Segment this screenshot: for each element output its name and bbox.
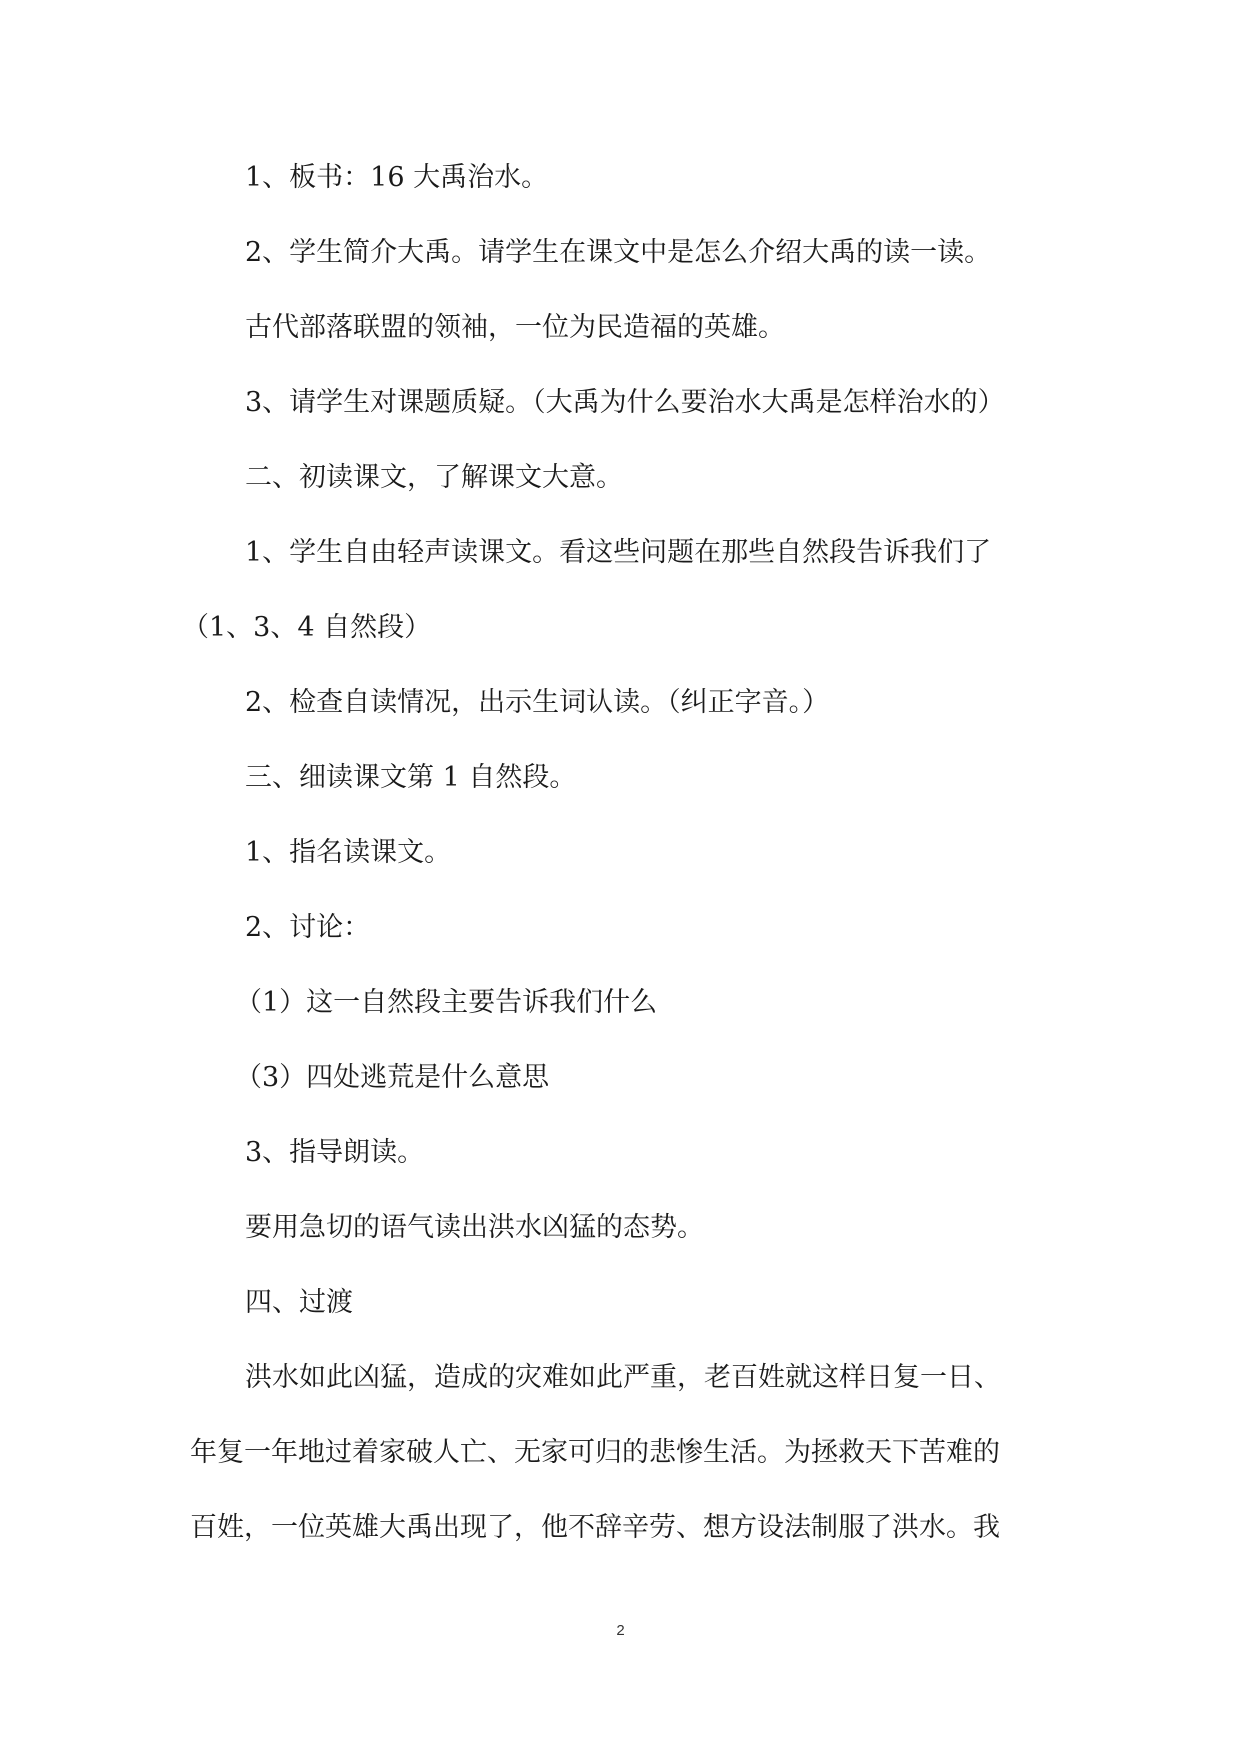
paragraph: 2、讨论：: [245, 912, 371, 943]
body-text: [182, 140, 1070, 1565]
paragraph: 2、学生简介大禹。请学生在课文中是怎么介绍大禹的读一读。: [245, 237, 992, 268]
paragraph: 3、请学生对课题质疑。（大禹为什么要治水大禹是怎样治水的）: [245, 387, 1005, 418]
paragraph-continuation: （1、3、4 自然段）: [182, 612, 432, 643]
paragraph: （1）这一自然段主要告诉我们什么: [235, 987, 658, 1018]
paragraph-continuation: 百姓，一位英雄大禹出现了，他不辞辛劳、想方设法制服了洪水。我: [190, 1512, 1000, 1543]
paragraph: 二、初读课文，了解课文大意。: [245, 462, 623, 493]
paragraph: 三、细读课文第 1 自然段。: [245, 762, 577, 793]
paragraph: 3、指导朗读。: [245, 1137, 425, 1168]
paragraph: 1、板书：16 大禹治水。: [245, 162, 549, 193]
paragraph: 1、指名读课文。: [245, 837, 452, 868]
paragraph: 2、检查自读情况，出示生词认读。（纠正字音。）: [245, 687, 830, 718]
paragraph: 古代部落联盟的领袖，一位为民造福的英雄。: [245, 312, 785, 343]
paragraph: 四、过渡: [245, 1287, 353, 1318]
paragraph: （3）四处逃荒是什么意思: [235, 1062, 550, 1093]
paragraph-continuation: 年复一年地过着家破人亡、无家可归的悲惨生活。为拯救天下苦难的: [190, 1437, 1000, 1468]
paragraph: 要用急切的语气读出洪水凶猛的态势。: [245, 1212, 704, 1243]
paragraph: 洪水如此凶猛，造成的灾难如此严重，老百姓就这样日复一日、: [245, 1362, 1001, 1393]
paragraph: 1、学生自由轻声读课文。看这些问题在那些自然段告诉我们了: [245, 537, 992, 568]
page-number: 2: [616, 1622, 625, 1639]
